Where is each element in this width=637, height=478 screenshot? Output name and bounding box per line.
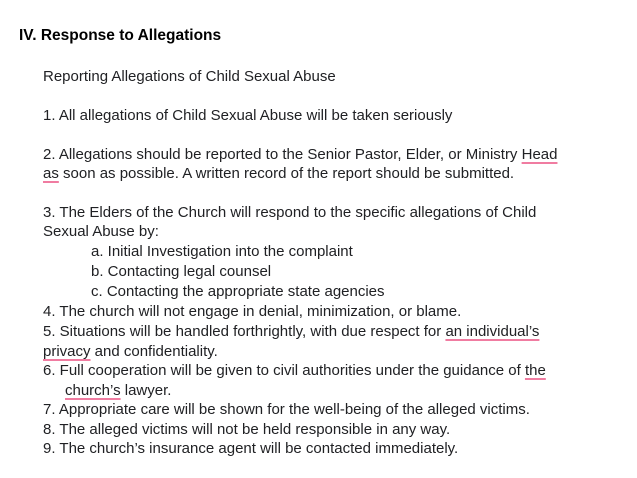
list-item-9: 9. The church’s insurance agent will be contacted immediately. [43,440,459,457]
list-item-4: 4. The church will not engage in denial, minimization, or blame. [43,303,462,320]
sub-item-c: c. Contacting the appropriate state agencies [91,283,385,300]
spellcheck-marked-word[interactable]: the [524,362,546,379]
item-6-text: 6. Full cooperation will be given to civil authorities under the guidance of [43,362,525,379]
spellcheck-marked-word[interactable]: privacy [43,343,91,360]
list-item-5-line-2 [43,342,218,361]
list-item-7: 7. Appropriate care will be shown for the well-being of the alleged victims. [43,401,530,418]
item-2-text: 2. Allegations should be reported to the Senior Pastor, Elder, or Ministry [43,146,522,163]
list-item-8: 8. The alleged victims will not be held responsible in any way. [43,421,451,438]
section-heading: IV. Response to Allegations [19,27,222,44]
item-6-text: lawyer. [120,382,172,399]
spellcheck-marked-word[interactable]: as [43,165,59,182]
list-item-2-line-1 [43,145,557,164]
item-5-text: 5. Situations will be handled forthrightly, with due respect for [43,323,446,340]
item-5-text: and confidentiality. [90,343,218,360]
list-item-3-line-2: Sexual Abuse by: [43,223,159,240]
list-item-6-line-1 [43,361,546,380]
list-item-5-line-1 [43,322,539,341]
sub-item-a: a. Initial Investigation into the complaint [91,243,353,260]
subtitle: Reporting Allegations of Child Sexual Abuse [43,68,336,85]
list-item-2-line-2 [43,164,514,183]
list-item-3-line-1: 3. The Elders of the Church will respond to the specific allegations of Child [43,204,537,221]
list-item-6-line-2 [65,381,171,400]
spellcheck-marked-word[interactable]: Head [521,146,558,163]
spellcheck-marked-phrase[interactable]: an individual’s [445,323,540,340]
list-item-1: 1. All allegations of Child Sexual Abuse will be taken seriously [43,107,453,124]
sub-item-b: b. Contacting legal counsel [91,263,272,280]
spellcheck-marked-word[interactable]: church’s [65,382,121,399]
item-2-text: soon as possible. A written record of the report should be submitted. [58,165,515,182]
